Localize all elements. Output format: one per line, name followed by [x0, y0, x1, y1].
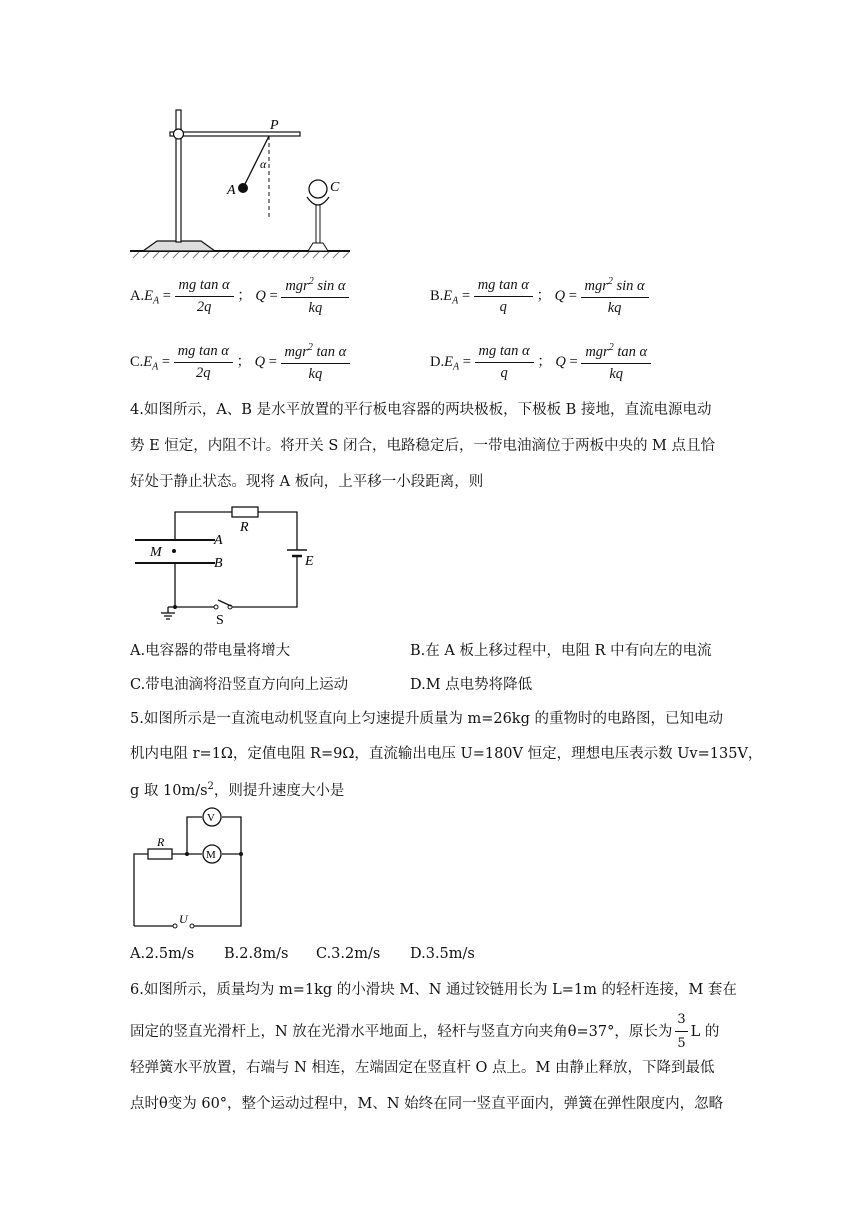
- pendulum-figure: [125, 105, 355, 260]
- label-u: U: [179, 912, 188, 926]
- label-a: A: [227, 183, 236, 198]
- label-s: S: [216, 613, 224, 626]
- q4-line-3: 好处于静止状态。现将 A 板向，上平移一小段距离，则: [130, 474, 484, 490]
- label-plate-a: A: [214, 533, 223, 548]
- label-m: M: [206, 849, 216, 861]
- label-r: R: [157, 835, 165, 849]
- option-q5-a: A.2.5m/s: [130, 946, 195, 962]
- q5-line-1: 5.如图所示是一直流电动机竖直向上匀速提升质量为 m=26kg 的重物时的电路图，已知电动: [130, 711, 723, 727]
- label-alpha: α: [260, 157, 267, 171]
- label-c: C: [330, 180, 340, 195]
- option-q4-b: B.在 A 板上移过程中，电阻 R 中有向左的电流: [410, 643, 712, 659]
- q5-line-3: g 取 $10m/s^2$，则提升速度大小是: [130, 781, 345, 799]
- motor-circuit-figure: [130, 803, 245, 933]
- q6-line-4: 点时θ变为 60°，整个运动过程中，M、N 始终在同一竖直平面内，弹簧在弹性限度内，忽略: [130, 1096, 724, 1112]
- option-q4-c: C.带电油滴将沿竖直方向向上运动: [130, 677, 349, 693]
- option-q3-a: $A.E_A$ = $\frac{\text{mg tan α}}{2q}$ ； Q = $\frac{mgr^2 \sin \alpha}{kq}$: [130, 276, 349, 317]
- label-v: V: [207, 812, 215, 824]
- option-q4-a: A.电容器的带电量将增大: [130, 643, 291, 659]
- label-m: M: [150, 545, 162, 560]
- option-q4-d: D.M 点电势将降低: [410, 677, 533, 693]
- label-r: R: [240, 520, 249, 535]
- label-p: P: [270, 118, 279, 133]
- label-plate-b: B: [214, 556, 223, 571]
- label-e: E: [305, 554, 314, 569]
- option-q3-b: $B.E_A$ = $\frac{\text{mg tan α}}{q}$ ； Q = $\frac{mgr^2 \sin \alpha}{kq}$: [430, 276, 649, 317]
- q4-line-2: 势 E 恒定，内阻不计。将开关 S 闭合，电路稳定后，一带电油滴位于两板中央的 M 点且恰: [130, 438, 716, 454]
- option-q5-b: B.2.8m/s: [224, 946, 289, 962]
- q6-line-1: 6.如图所示，质量均为 m=1kg 的小滑块 M、N 通过铰链用长为 L=1m 的轻杆连接，M 套在: [130, 982, 737, 998]
- capacitor-circuit-figure: [130, 506, 315, 626]
- q4-line-1: 4.如图所示，A、B 是水平放置的平行板电容器的两块极板，下极板 B 接地，直流电源电动: [130, 402, 712, 418]
- option-q3-d: $D.E_A$ = $\frac{\text{mg tan α}}{q}$ ； Q = $\frac{mgr^2 \tan \alpha}{kq}$: [430, 342, 651, 383]
- q5-line-2: 机内电阻 r=1Ω，定值电阻 R=9Ω，直流输出电压 U=180V 恒定，理想电压表示数 Uv=135V，: [130, 746, 763, 762]
- q6-line-3: 轻弹簧水平放置，右端与 N 相连，左端固定在竖直杆 O 点上。M 由静止释放，下降到最低: [130, 1060, 715, 1076]
- option-q3-c: $C.E_A$ = $\frac{\text{mg tan α}}{2q}$ ； Q = $\frac{mgr^2 \tan \alpha}{kq}$: [130, 342, 350, 383]
- option-q5-d: D.3.5m/s: [410, 946, 475, 962]
- q6-line-2: 固定的竖直光滑杆上，N 放在光滑水平地面上，轻杆与竖直方向夹角θ=37°，原长为 $\frac{3}{5}$ L 的: [130, 1012, 720, 1051]
- option-q5-c: C.3.2m/s: [316, 946, 381, 962]
